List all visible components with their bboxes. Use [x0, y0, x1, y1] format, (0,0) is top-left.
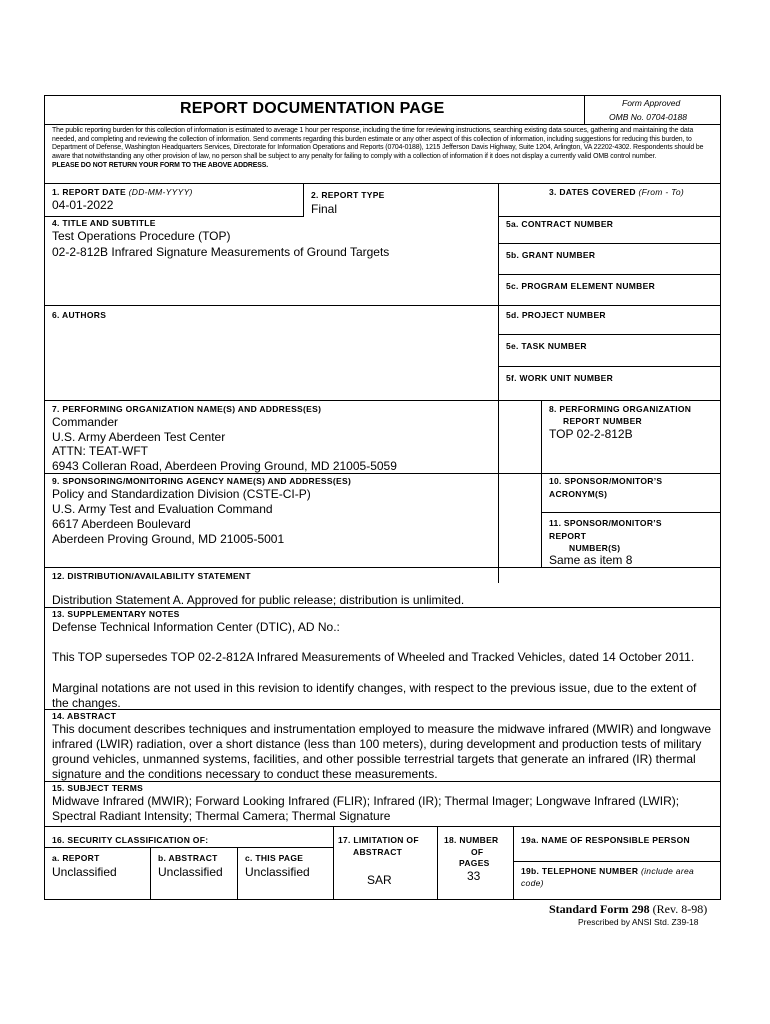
project-number-label: 5d. PROJECT NUMBER — [506, 310, 606, 320]
divider — [437, 826, 438, 900]
sponsor-line: U.S. Army Test and Evaluation Command — [52, 502, 273, 516]
page-class-label: c. THIS PAGE — [245, 853, 304, 863]
divider — [44, 400, 721, 401]
divider — [513, 861, 721, 862]
sponsor-line: Aberdeen Proving Ground, MD 21005-5001 — [52, 532, 285, 546]
divider — [150, 847, 151, 900]
subject-terms-label: 15. SUBJECT TERMS — [52, 783, 144, 793]
page-classification: Unclassified — [245, 865, 310, 879]
performing-org-line: ATTN: TEAT-WFT — [52, 444, 148, 458]
performing-org-line: Commander — [52, 415, 119, 429]
divider — [44, 781, 721, 782]
report-type-value: Final — [311, 202, 338, 216]
performing-org-label: 7. PERFORMING ORGANIZATION NAME(S) AND ADDRESS(ES) — [52, 404, 322, 414]
burden-notice — [52, 127, 712, 171]
distribution-label: 12. DISTRIBUTION/AVAILABILITY STATEMENT — [52, 571, 251, 581]
return-warning: PLEASE DO NOT RETURN YOUR FORM TO THE ABOVE ADDRESS. — [52, 161, 269, 169]
title-line-1: Test Operations Procedure (TOP) — [52, 229, 231, 243]
limitation-label: 17. LIMITATION OF — [338, 835, 419, 845]
supplementary-notes-label: 13. SUPPLEMENTARY NOTES — [52, 609, 180, 619]
divider — [44, 607, 721, 608]
abstract-label: 14. ABSTRACT — [52, 711, 117, 721]
report-date-value: 04-01-2022 — [52, 198, 114, 212]
performing-org-line: U.S. Army Aberdeen Test Center — [52, 430, 226, 444]
abstract-text: This document describes techniques and instrumentation employed to measure the midwave infrared (MWIR) and longwave infrared (LWIR) radiation, over a short distance (less than 100 meters), during development and production tests of military ground vehicles, unmanned systems, facilities, and other possible terrestrial targets that generate an infrared (IR) thermal signature and the conditions necessary to conduct these measurements. — [52, 722, 711, 781]
limitation-label: ABSTRACT — [353, 847, 403, 857]
performing-report-label: REPORT NUMBER — [563, 416, 642, 426]
divider — [44, 305, 721, 306]
performing-report-label: 8. PERFORMING ORGANIZATION — [549, 404, 692, 414]
title-label: 4. TITLE AND SUBTITLE — [52, 218, 156, 228]
divider — [44, 567, 721, 568]
report-date-label: 1. REPORT DATE (DD-MM-YYYY) — [52, 187, 193, 197]
divider — [44, 847, 333, 848]
performing-org-line: 6943 Colleran Road, Aberdeen Proving Ground, MD 21005-5059 — [52, 459, 397, 473]
sponsor-report-label: NUMBER(S) — [569, 543, 621, 553]
number-of-pages: 33 — [467, 869, 481, 883]
work-unit-label: 5f. WORK UNIT NUMBER — [506, 373, 614, 383]
contract-number-label: 5a. CONTRACT NUMBER — [506, 219, 614, 229]
sponsor-line: 6617 Aberdeen Boulevard — [52, 517, 191, 531]
abstract-classification: Unclassified — [158, 865, 223, 879]
security-classification-label: 16. SECURITY CLASSIFICATION OF: — [52, 835, 209, 845]
divider — [498, 216, 721, 217]
burden-notice-text: The public reporting burden for this collection of information is estimated to average 1 hour per response, including the time for reviewing instructions, searching existing data sources, gathering and maintaining the data needed, and completing and reviewing the collection of information. Send comments regarding this burden estimate or any other aspect of this collection of information, including suggestions for reducing this burden, to Department of Defense, Washington Headquarters Services, Directorate for Information Operations and Reports (0704-0188), 1215 Jefferson Davis Highway, Suite 1204, Arlington, VA 22202-4302. Respondents should be aware that notwithstanding any other provision of law, no person shall be subject to any penalty for failing to comply with a collection of information if it does not display a currently valid OMB control number. — [52, 127, 704, 161]
task-number-label: 5e. TASK NUMBER — [506, 341, 587, 351]
sponsor-acronym-label: ACRONYM(S) — [549, 489, 608, 499]
telephone-hint: code) — [521, 878, 544, 888]
divider — [541, 512, 721, 513]
divider — [584, 95, 585, 125]
program-element-label: 5c. PROGRAM ELEMENT NUMBER — [506, 281, 656, 291]
sponsor-report-label: REPORT — [549, 531, 587, 541]
report-type-label: 2. REPORT TYPE — [311, 190, 385, 200]
grant-number-label: 5b. GRANT NUMBER — [506, 250, 596, 260]
number-of-pages-label: OF — [471, 847, 484, 857]
telephone-label: 19b. TELEPHONE NUMBER (include area — [521, 866, 695, 876]
authors-label: 6. AUTHORS — [52, 310, 107, 320]
omb-number: OMB No. 0704-0188 — [609, 112, 687, 122]
report-classification: Unclassified — [52, 865, 117, 879]
report-class-label: a. REPORT — [52, 853, 100, 863]
page-title: REPORT DOCUMENTATION PAGE — [180, 100, 445, 117]
divider — [498, 274, 721, 275]
title-line-2: 02-2-812B Infrared Signature Measurements of Ground Targets — [52, 245, 390, 259]
performing-report-number: TOP 02-2-812B — [549, 427, 633, 441]
divider — [44, 709, 721, 710]
standard-form-label: Standard Form 298 (Rev. 8-98) — [549, 902, 708, 916]
sponsor-report-number: Same as item 8 — [549, 553, 633, 567]
divider — [333, 826, 334, 900]
divider — [498, 243, 721, 244]
form-approved-label: Form Approved — [622, 98, 681, 108]
limitation-value: SAR — [367, 873, 392, 887]
sponsor-report-label: 11. SPONSOR/MONITOR’S — [549, 518, 662, 528]
divider — [44, 216, 304, 217]
dates-covered-label: 3. DATES COVERED (From - To) — [549, 187, 684, 197]
divider — [513, 826, 514, 900]
divider — [498, 366, 721, 367]
divider — [44, 473, 721, 474]
sponsor-acronym-label: 10. SPONSOR/MONITOR’S — [549, 476, 663, 486]
supplementary-note: Defense Technical Information Center (DTIC), AD No.: — [52, 620, 340, 634]
subject-terms: Midwave Infrared (MWIR); Forward Looking Infrared (FLIR); Infrared (IR); Thermal Imager; Longwave Infrared (LWIR); Spectral Radiant Intensity; Thermal Camera; Thermal Signature — [52, 794, 680, 823]
number-of-pages-label: PAGES — [459, 858, 490, 868]
sponsoring-agency-label: 9. SPONSORING/MONITORING AGENCY NAME(S) AND ADDRESS(ES) — [52, 476, 352, 486]
sponsor-line: Policy and Standardization Division (CSTE-CI-P) — [52, 487, 311, 501]
responsible-person-label: 19a. NAME OF RESPONSIBLE PERSON — [521, 835, 690, 845]
supplementary-note: This TOP supersedes TOP 02-2-812A Infrared Measurements of Wheeled and Tracked Vehicles, dated 14 October 2011. — [52, 650, 695, 664]
number-of-pages-label: 18. NUMBER — [444, 835, 499, 845]
supplementary-note: Marginal notations are not used in this revision to identify changes, with respect to the previous issue, due to the extent of the changes. — [52, 681, 697, 710]
distribution-statement: Distribution Statement A. Approved for public release; distribution is unlimited. — [52, 593, 465, 607]
divider — [541, 400, 542, 567]
divider — [44, 826, 721, 827]
abstract-class-label: b. ABSTRACT — [158, 853, 218, 863]
prescribed-by: Prescribed by ANSI Std. Z39-18 — [578, 917, 699, 927]
divider — [237, 847, 238, 900]
divider — [498, 334, 721, 335]
divider — [44, 183, 721, 184]
divider — [303, 183, 304, 216]
divider — [44, 124, 721, 125]
